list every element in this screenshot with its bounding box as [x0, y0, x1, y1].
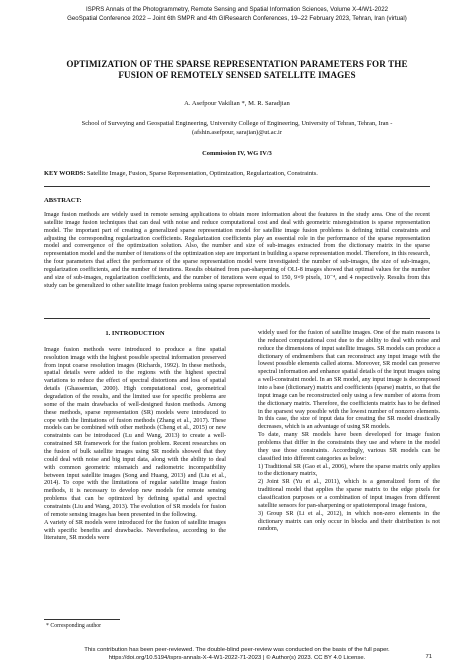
- right-column: [258, 330, 440, 534]
- list-item: 1) Traditional SR (Gao et al., 2006), where the sparse matrix only applies to the dictionary matrix,: [258, 463, 440, 478]
- paper-title-line2: FUSION OF REMOTELY SENSED SATELLITE IMAGES: [118, 70, 356, 81]
- paragraph: Image fusion methods were introduced to produce a fine spatial resolution image with the highest possible spectral information preserved from input coarse resolution images (Richards, 1992). In these methods, spatial details were added to the regions with the highest spectral variations to reduce the effect of spectral distortions and loss of spatial details (Ghassemian, 2000). High computational cost, geometrical degradation of the results, and the limited use for specific problems are some of the main drawbacks of well-designed fusion methods. Among these methods, sparse representation (SR) models were introduced to cope with the limitations of fusion methods (Zhang et al., 2017). These models can be combined with other methods (Cheng et al., 2015) or new constraints can be introduced (Lu and Wang, 2013) to create a well-constrained SR framework for the fusion problem. Recent researches on the fusion of bulk satellite images using SR models showed that they could deal with noise and big input data, along with the ability to deal with common geometric mismatch and radiometric incompatibility between input satellite images (Song and Huang, 2013) and (Liu et al., 2014). To cope with the limitations of regular satellite image fusion methods, it is necessary to develop new models for remote sensing problems that can be optimized by defining spatial and spectral constraints (Liu and Wang, 2013). The evolution of SR models for fusion of remote sensing images has been presented in the following.: [44, 346, 226, 518]
- left-column: [44, 330, 226, 543]
- keywords-text: Satellite Image, Fusion, Sparse Representation, Optimization, Regularization, Constraints.: [85, 170, 318, 177]
- divider: [44, 318, 430, 319]
- paragraph: A variety of SR models were introduced for the fusion of satellite images with specific benefits and drawbacks. Nevertheless, according to the literature, SR models were: [44, 519, 226, 542]
- journal-header-line1: ISPRS Annals of the Photogrammetry, Remote Sensing and Spatial Information Sciences, Volume X-4/W1-2022: [85, 6, 389, 13]
- section-heading-introduction: 1. INTRODUCTION: [105, 330, 165, 337]
- footnote-divider: [44, 619, 120, 620]
- footer-peer-review-note: This contribution has been peer-reviewed. The double-blind peer-review was conducted on the basis of the full paper.: [84, 647, 390, 653]
- page-footer: [0, 646, 474, 662]
- authors: A. Asefpour Vakilian *, M. R. Saradjian: [184, 100, 290, 107]
- paper-title-line1: OPTIMIZATION OF THE SPARSE REPRESENTATION PARAMETERS FOR THE: [66, 59, 408, 69]
- divider: [44, 186, 430, 187]
- abstract-text: Image fusion methods are widely used in remote sensing applications to obtain more information about the features in the study area. One of the recent satellite image fusion techniques that can deal with noise and reduce computational cost and deal with geometric misregistration is sparse representation model. The important part of creating a generalized sparse representation model for satellite image fusion problems is defining initial constraints and adjusting the corresponding regularization coefficients. Regularization coefficients play an essential role in the performance of the sparse representation model and convergence of the optimization solution. Also, the number and size of sub-images extracted from the dictionary matrix in the sparse representation model and the number of iterations of the optimization step are important in building a sparse representation model. Therefore, in this research, the four parameters that affect the performance of the sparse representation model were investigated: the number of sub-images, the size of sub-images, regularization coefficients, and the number of iterations. Results obtained from pan-sharpening of OLI-8 images showed that optimal values for the number and size of sub-images, regularization coefficients, and the number of iterations were equal to 150, 9×9 pixels, 10⁻⁴, and 4 respectively. Results from this study can be generalized to other satellite image fusion problems using sparse representation models.: [44, 212, 430, 289]
- keywords: [44, 170, 434, 177]
- keywords-label: KEY WORDS:: [44, 170, 86, 177]
- paper-title: [50, 59, 424, 81]
- page-number: 71: [425, 654, 432, 660]
- affiliation-line1: School of Surveying and Geospatial Engineering, University College of Engineering, University of Tehran, Tehran, Iran -: [81, 120, 393, 127]
- journal-header: [0, 6, 474, 23]
- abstract-heading: ABSTRACT:: [44, 197, 82, 204]
- paragraph: To date, many SR models have been developed for image fusion problems that differ in the constraints they use and where in the model they use those constraints. Accordingly, various SR models can be classified into different categories as below:: [258, 432, 440, 462]
- list-item: 2) Joint SR (Yu et al., 2011), which is a generalized form of the traditional model that applies the sparse matrix to the edge pixels for classification purposes or a combination of input images from different satellite sensors for pan-sharpening or spatiotemporal image fusions,: [258, 479, 440, 509]
- list-item: 3) Group SR (Li et al., 2012), in which non-zero elements in the dictionary matrix can only occur in blocks and their distribution is not random,: [258, 510, 440, 533]
- paragraph: widely used for the fusion of satellite images. One of the main reasons is the reduced computational cost due to the ability to deal with noise and reduce the dimensions of input satellite images. SR models can produce a dictionary of endmembers that can reconstruct any input image with the lowest possible elements called atoms. Moreover, SR model can preserve spectral information and enhance spatial details of the input images using a well-constraint model. In an SR model, any input image is decomposed into a base (dictionary) matrix and coefficients (sparse) matrix, so that the input image can be reconstructed only using a few number of atoms from the dictionary matrix. Therefore, the coefficients matrix has to be defined in the sparsest way possible with the lowest number of nonzero elements. In this case, the size of input data for creating the SR model drastically decreases, which is an advantage of using SR models.: [258, 330, 440, 431]
- affiliation: [0, 120, 474, 137]
- footer-doi-link[interactable]: https://doi.org/10.5194/isprs-annals-X-4-W1-2022-71-2023 | © Author(s) 2023. CC BY 4.0 License.: [108, 655, 366, 661]
- affiliation-email: (afshin.asefpour, sarajian)@ut.ac.ir: [192, 128, 282, 136]
- footnote: * Corresponding author: [46, 623, 102, 629]
- commission: Commission IV, WG IV/3: [202, 150, 272, 157]
- journal-header-line2: GeoSpatial Conference 2022 – Joint 6th SMPR and 4th GIResearch Conferences, 19–22 February 2023, Tehran, Iran (virtual): [67, 14, 407, 22]
